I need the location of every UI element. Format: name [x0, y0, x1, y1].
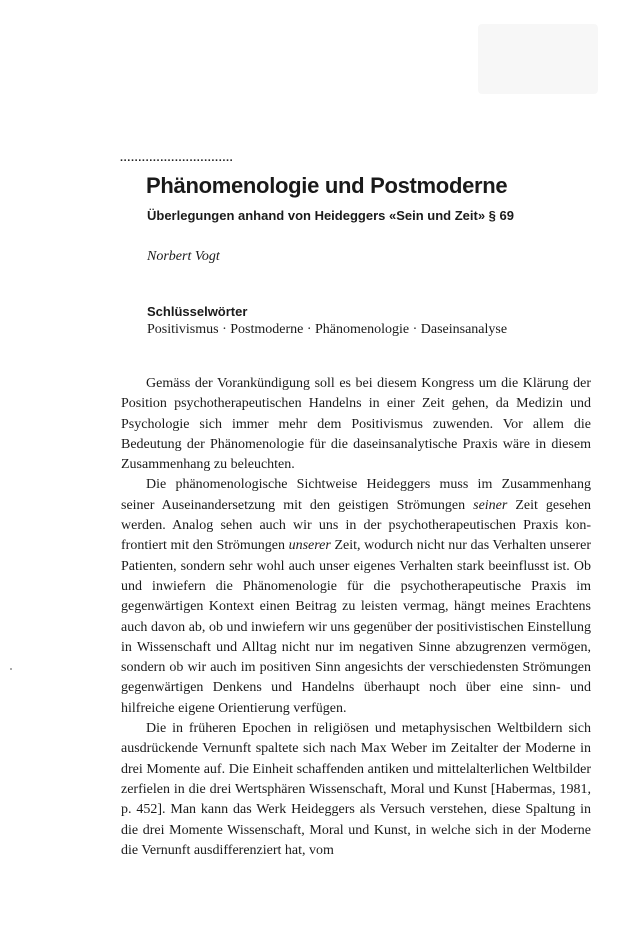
paragraph-text: Zeit, wodurch nicht nur das Verhalten unserer Patienten, sondern sehr wohl auch unser eigenes Verhalten stark beeinflusst ist. Ob und inwiefern die Phänomenologie für die psychotherapeutische Praxis im gegenwärtigen Kontext einen Beitrag zu leisten vermag, hängt meines Erachtens auch davon ab, ob und inwiefern wir uns gegenüber der positivistischen Einstellung in Wissenschaft und Alltag nicht nur im negativen Sinne abzugrenzen vermögen, sondern ob wir auch im positiven Sinn angesichts der verschiedensten Strömungen gegenwärtigen Denkens und Handelns überhaupt noch über eine sinn- und hilfreiche eigene Orientierung verfügen. — [121, 538, 591, 716]
header-dotted-rule: ............................... — [120, 152, 234, 164]
body-paragraph-2 — [121, 475, 591, 719]
emphasis-seiner: seiner — [473, 497, 508, 513]
paragraph-text: Zeit gesehen werden. Analog sehen auch wir uns in der psychotherapeutischen Praxis konfrontiert mit den Strömungen — [121, 497, 592, 554]
body-paragraph-3: Die in früheren Epochen in religiösen und metaphysischen Weltbildern sich ausdrückende Vernunft spaltete sich nach Max Weber im Zeitalter der Moderne in drei Momente auf. Die Einheit schaffenden antiken und mittelalterlichen Weltbilder zerfielen in die drei Wertsphären Wissenschaft, Moral und Kunst [Habermas, 1981, p. 452]. Man kann das Werk Heideggers als Versuch verstehen, diese Spaltung in die drei Momente Wissenschaft, Moral und Kunst, in welche sich in der Moderne die Vernunft ausdifferenziert hat, vom — [121, 721, 591, 858]
body-paragraph-1: Gemäss der Vorankündigung soll es bei diesem Kongress um die Klärung der Position psychotherapeutischen Handelns in einer Zeit gehen, da Medizin und Psychologie sich immer mehr dem Positivismus zuwenden. Vor allem die Bedeutung der Phänomenologie für die daseinsanalytische Praxis wäre in diesem Zusammenhang zu beleuchten. — [121, 376, 591, 473]
scan-smudge — [478, 24, 598, 94]
author-name: Norbert Vogt — [147, 249, 220, 264]
article-title: Phänomenologie und Postmoderne — [146, 173, 508, 198]
keywords-list: Positivismus · Postmoderne · Phänomenologie · Daseinsanalyse — [147, 322, 508, 337]
article-body — [121, 374, 591, 861]
article-subtitle: Überlegungen anhand von Heideggers «Sein und Zeit» § 69 — [147, 208, 514, 223]
keywords-heading: Schlüsselwörter — [147, 304, 248, 319]
emphasis-unserer: unserer — [288, 538, 331, 554]
paragraph-text: Die phänomenologische Sichtweise Heideggers muss im Zusammenhang seiner Auseinandersetzung mit den geistigen Strömungen — [121, 477, 591, 513]
scan-speck — [10, 668, 12, 670]
